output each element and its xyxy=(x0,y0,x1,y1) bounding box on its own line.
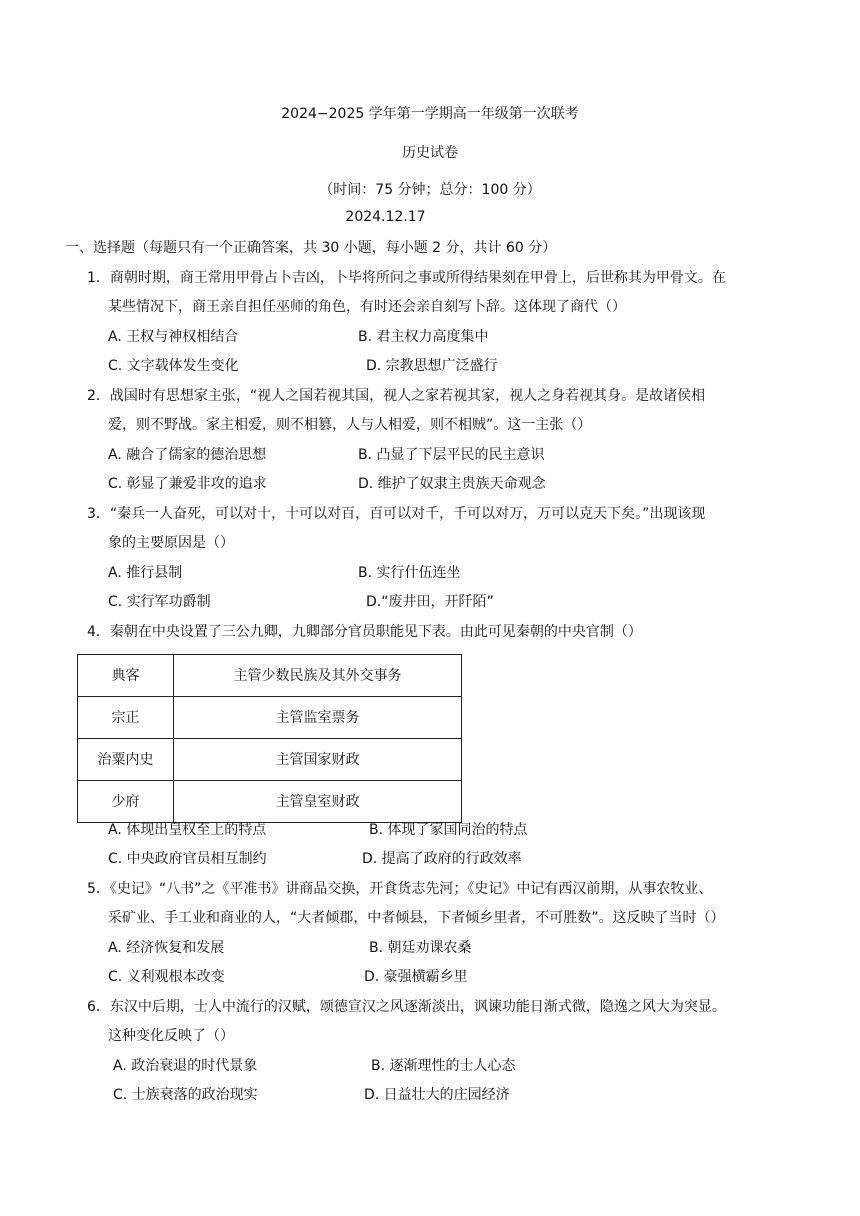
exam-time-note: （时间：75 分钟；总分：100 分） xyxy=(319,182,541,198)
question-5-option-d: D. 豪强横霸乡里 xyxy=(364,969,468,985)
question-6-option-d: D. 日益壮大的庄园经济 xyxy=(364,1087,510,1103)
exam-date: 2024.12.17 xyxy=(345,209,426,225)
question-4-option-d: D. 提高了政府的行政效率 xyxy=(362,851,522,867)
question-3-option-a: A. 推行县制 xyxy=(108,565,183,581)
question-1-line-1: 1．商朝时期，商王常用甲骨占卜吉凶，卜毕将所问之事或所得结果刻在甲骨上，后世称其为甲骨文。在 xyxy=(87,270,726,286)
question-2-line-1: 2．战国时有思想家主张，“视人之国若视其国，视人之家若视其家，视人之身若视其身。是故诸侯相 xyxy=(87,388,706,404)
question-6-option-b: B. 逐渐理性的士人心态 xyxy=(371,1058,516,1074)
officials-table xyxy=(77,654,462,823)
question-3-line-2: 象的主要原因是（） xyxy=(108,535,234,551)
question-3-option-c: C. 实行军功爵制 xyxy=(108,594,211,610)
question-2-option-b: B. 凸显了下层平民的民主意识 xyxy=(358,447,545,463)
table-cell-duty: 主管监室票务 xyxy=(174,697,462,739)
question-2-option-a: A. 融合了儒家的德治思想 xyxy=(108,447,267,463)
question-4-option-a: A. 体现出皇权至上的特点 xyxy=(108,822,267,838)
table-cell-office: 治粟内史 xyxy=(78,739,174,781)
question-6-option-a: A. 政治衰退的时代景象 xyxy=(113,1058,258,1074)
question-2-option-d: D. 维护了奴隶主贵族天命观念 xyxy=(358,476,546,492)
question-6-option-c: C. 士族衰落的政治现实 xyxy=(113,1087,258,1103)
table-row xyxy=(78,781,462,823)
question-6-line-1: 6．东汉中后期，士人中流行的汉赋，颂德宣汉之风逐渐淡出，讽谏功能日渐式微，隐逸之风大为突显。 xyxy=(87,999,726,1015)
question-1-line-2: 某些情况下，商王亲自担任巫师的角色，有时还会亲自刻写卜辞。这体现了商代（） xyxy=(108,299,626,315)
question-4-option-b: B. 体现了家国同治的特点 xyxy=(369,822,528,838)
question-6-line-2: 这种变化反映了（） xyxy=(108,1028,234,1044)
question-5-option-c: C. 义利观根本改变 xyxy=(108,969,225,985)
table-row xyxy=(78,739,462,781)
table-cell-duty: 主管少数民族及其外交事务 xyxy=(174,655,462,697)
question-5-line-2: 采矿业、手工业和商业的人，“大者倾郡，中者倾县，下者倾乡里者，不可胜数”。这反映了当时（） xyxy=(108,910,725,926)
table-cell-office: 宗正 xyxy=(78,697,174,739)
table-cell-duty: 主管国家财政 xyxy=(174,739,462,781)
question-3-option-b: B. 实行什伍连坐 xyxy=(358,565,461,581)
question-3-line-1: 3．“秦兵一人奋死，可以对十，十可以对百，百可以对千，千可以对万，万可以克天下矣。”出现该现 xyxy=(87,506,706,522)
question-1-option-a: A. 王权与神权相结合 xyxy=(108,329,239,345)
table-cell-office: 典客 xyxy=(78,655,174,697)
table-row xyxy=(78,697,462,739)
question-1-option-b: B. 君主权力高度集中 xyxy=(358,329,489,345)
question-1-option-c: C. 文字载体发生变化 xyxy=(108,358,239,374)
section-heading: 一、选择题（每题只有一个正确答案，共 30 小题，每小题 2 分，共计 60 分） xyxy=(65,240,557,256)
question-2-line-2: 爱，则不野战。家主相爱，则不相篡，人与人相爱，则不相贼”。这一主张（） xyxy=(108,417,592,433)
question-4-line-1: 4．秦朝在中央设置了三公九卿，九卿部分官员职能见下表。由此可见秦朝的中央官制（） xyxy=(87,624,642,640)
question-3-option-d: D.“废井田，开阡陌” xyxy=(366,594,494,610)
question-5-line-1: 5．《史记》“八书”之《平准书》讲商品交换，开食货志先河；《史记》中记有西汉前期，从事农牧业、 xyxy=(87,881,713,897)
question-1-option-d: D. 宗教思想广泛盛行 xyxy=(366,358,498,374)
question-2-option-c: C. 彰显了兼爱非攻的追求 xyxy=(108,476,267,492)
table-cell-office: 少府 xyxy=(78,781,174,823)
exam-title: 2024−2025 学年第一学期高一年级第一次联考 xyxy=(281,106,579,122)
question-5-option-b: B. 朝廷劝课农桑 xyxy=(369,940,472,956)
question-5-option-a: A. 经济恢复和发展 xyxy=(108,940,225,956)
exam-subject: 历史试卷 xyxy=(402,145,458,161)
table-cell-duty: 主管皇室财政 xyxy=(174,781,462,823)
question-4-option-c: C. 中央政府官员相互制约 xyxy=(108,851,267,867)
table-row xyxy=(78,655,462,697)
